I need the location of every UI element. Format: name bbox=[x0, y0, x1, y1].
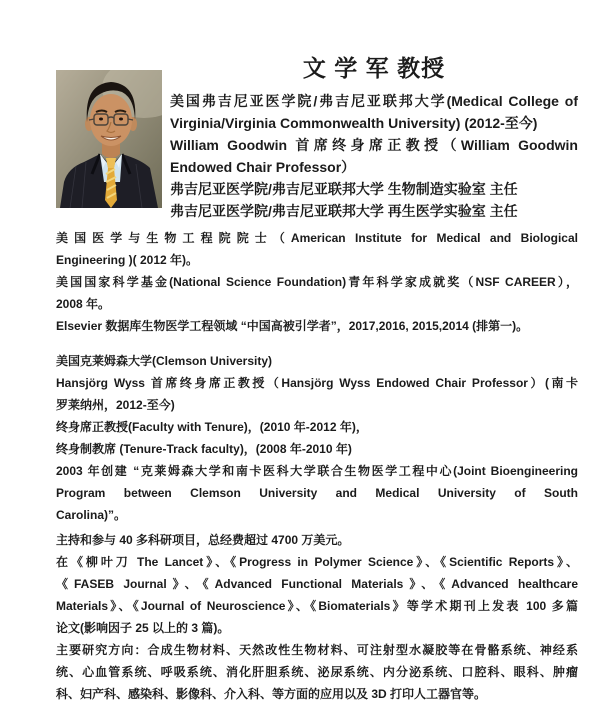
text-line: 终身制教席 (Tenure-Track faculty)，(2008 年-2010 年) bbox=[56, 442, 352, 456]
text-line: 美国克莱姆森大学(Clemson University) bbox=[56, 354, 273, 368]
text-line: 罗莱纳州，2012-至今) bbox=[56, 398, 175, 412]
profile-header bbox=[170, 52, 578, 222]
text-line: 论文(影响因子 25 以上的 3 篇)。 bbox=[56, 621, 230, 635]
bio-body bbox=[56, 227, 578, 702]
section-research bbox=[56, 529, 578, 702]
paragraph bbox=[56, 271, 578, 315]
text-line: 弗吉尼亚医学院/弗吉尼亚联邦大学 再生医学实验室 主任 bbox=[170, 203, 518, 219]
text-line: 主持和参与 40 多科研项目，总经费超过 4700 万美元。 bbox=[56, 533, 350, 547]
paragraph bbox=[56, 315, 578, 337]
text-line: 《FASEB Journal》、《Advanced Functional Materials》、《Advanced healthcare bbox=[56, 577, 578, 591]
text-line: Hansjörg Wyss 首席终身席正教授（Hansjörg Wyss Endowed Chair Professor）(南卡 bbox=[56, 376, 578, 390]
paragraph bbox=[56, 438, 578, 460]
text-line: 统、心血管系统、呼吸系统、消化肝胆系统、泌尿系统、内分泌系统、口腔科、眼科、肿瘤 bbox=[56, 665, 578, 679]
paragraph bbox=[170, 200, 578, 222]
text-line: Virginia/Virginia Commonwealth University) (2012-至今) bbox=[170, 115, 538, 131]
page-title: 文 学 军 教授 bbox=[302, 55, 446, 81]
text-line: Endowed Chair Professor） bbox=[170, 159, 356, 175]
text-line: 科、妇产科、感染科、影像科、介入科、等方面的应用以及 3D 打印人工器官等。 bbox=[56, 687, 487, 701]
text-line: Program between Clemson University and Medical University of South bbox=[56, 486, 578, 500]
paragraph bbox=[170, 90, 578, 134]
portrait-photo-image bbox=[56, 70, 162, 208]
text-line: Carolina)”。 bbox=[56, 508, 127, 522]
text-line: 2003 年创建 “克莱姆森大学和南卡医科大学联合生物医学工程中心(Joint Bioengineering bbox=[56, 464, 578, 478]
section-clemson bbox=[56, 350, 578, 526]
portrait-photo bbox=[56, 70, 162, 208]
text-line: William Goodwin 首席终身席正教授（William Goodwin bbox=[170, 137, 578, 153]
text-line: 终身席正教授(Faculty with Tenure)，(2010 年-2012 年)， bbox=[56, 420, 368, 434]
paragraph bbox=[56, 416, 578, 438]
text-line: 弗吉尼亚医学院/弗吉尼亚联邦大学 生物制造实验室 主任 bbox=[170, 181, 518, 197]
section-honors bbox=[56, 227, 578, 337]
paragraph bbox=[56, 551, 578, 639]
paragraph bbox=[56, 227, 578, 271]
text-line: 主要研究方向：合成生物材料、天然改性生物材料、可注射型水凝胶等在骨骼系统、神经系 bbox=[56, 643, 578, 657]
paragraph bbox=[56, 372, 578, 416]
header-affiliations bbox=[170, 90, 578, 222]
text-line: Elsevier 数据库生物医学工程领域 “中国高被引学者”，2017,2016, 2015,2014 (排第一)。 bbox=[56, 319, 529, 333]
paragraph bbox=[56, 350, 578, 372]
paragraph bbox=[56, 529, 578, 551]
text-line: 在《柳叶刀 The Lancet》、《Progress in Polymer Science》、《Scientific Reports》、 bbox=[56, 555, 578, 569]
text-line: 美国医学与生物工程院院士（American Institute for Medical and Biological bbox=[56, 231, 578, 245]
paragraph bbox=[170, 134, 578, 178]
text-line: Materials》、《Journal of Neuroscience》、《Biomaterials》等学术期刊上发表 100 多篇 bbox=[56, 599, 578, 613]
text-line: 美国国家科学基金(National Science Foundation)青年科学家成就奖（NSF CAREER）， bbox=[56, 275, 578, 289]
paragraph bbox=[170, 178, 578, 200]
paragraph bbox=[56, 639, 578, 702]
text-line: Engineering )( 2012 年)。 bbox=[56, 253, 199, 267]
paragraph bbox=[56, 460, 578, 526]
text-line: 美国弗吉尼亚医学院/弗吉尼亚联邦大学(Medical College of bbox=[170, 93, 578, 109]
text-line: 2008 年。 bbox=[56, 297, 111, 311]
